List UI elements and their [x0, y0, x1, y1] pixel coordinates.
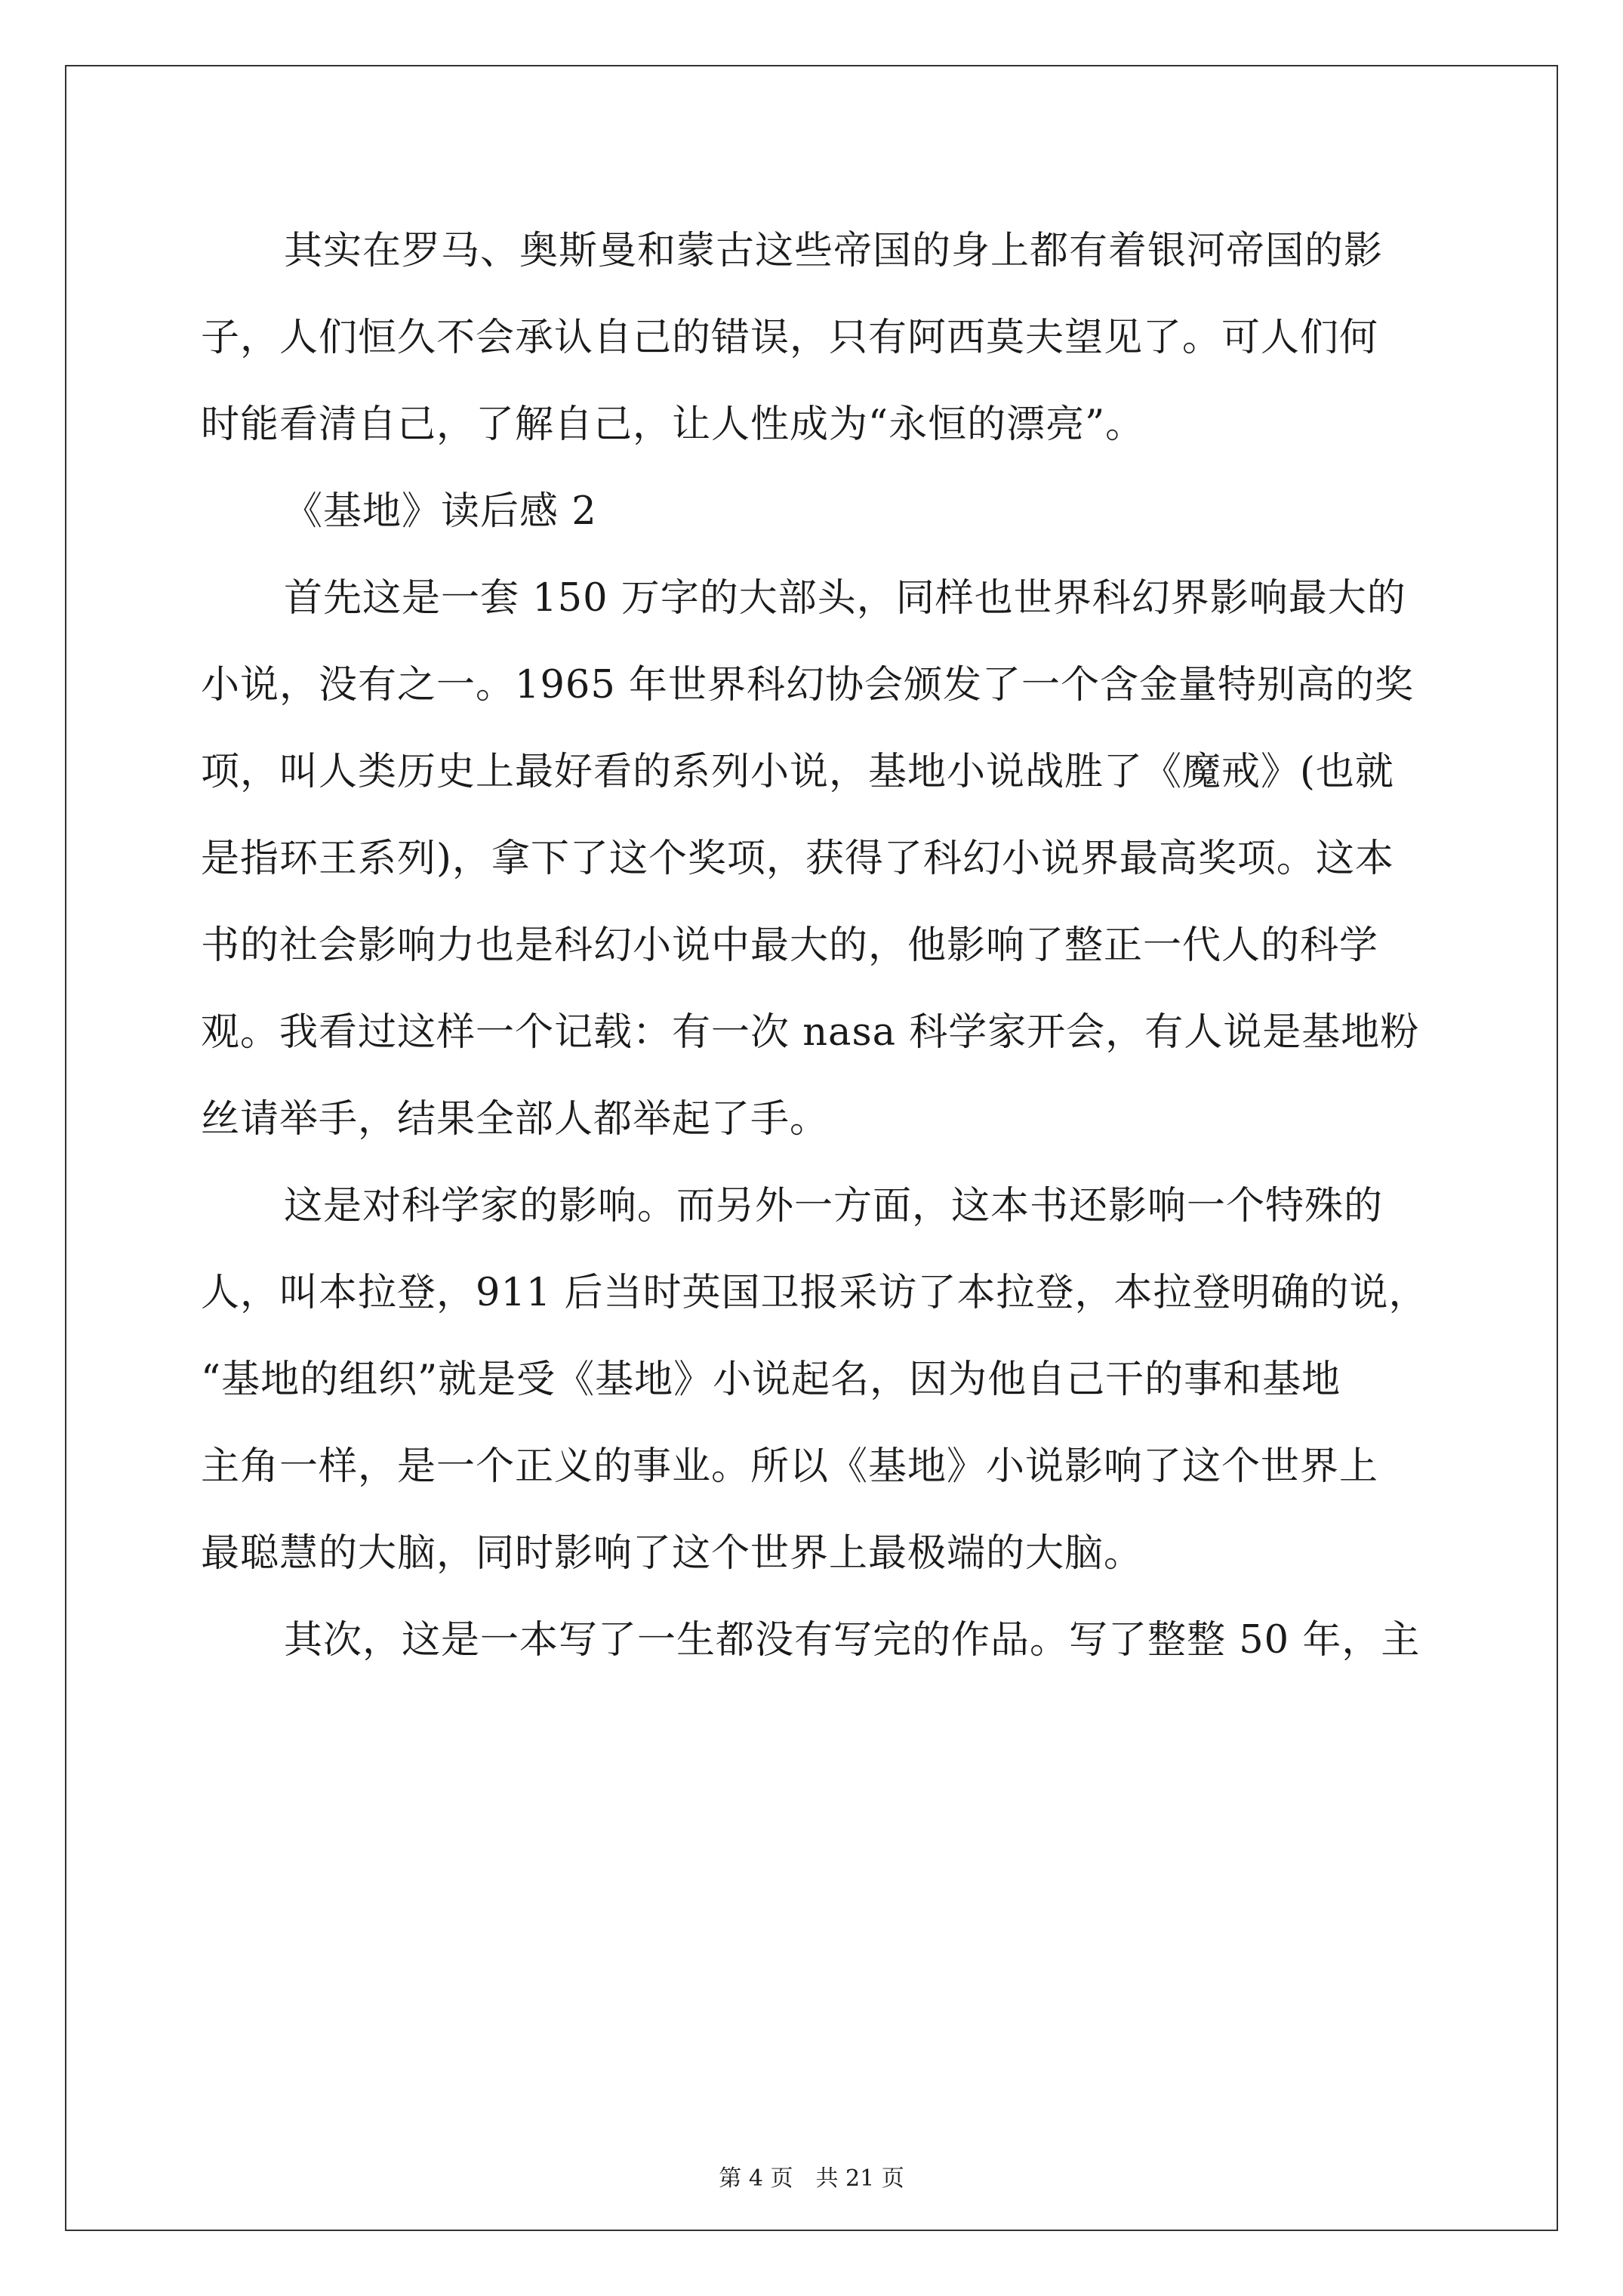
- text-line: 人，叫本拉登，911 后当时英国卫报采访了本拉登，本拉登明确的说，: [201, 1271, 1428, 1315]
- section-heading: 《基地》读后感 2: [284, 489, 597, 534]
- text-line: 这是对科学家的影响。而另外一方面，这本书还影响一个特殊的: [284, 1184, 1384, 1228]
- page-border: [65, 65, 1558, 2231]
- text-line: 观。我看过这样一个记载：有一次 nasa 科学家开会，有人说是基地粉: [201, 1010, 1420, 1055]
- text-line: “基地的组织”就是受《基地》小说起名，因为他自己干的事和基地: [201, 1358, 1341, 1402]
- text-line: 书的社会影响力也是科幻小说中最大的，他影响了整正一代人的科学: [201, 923, 1379, 968]
- text-line: 小说，没有之一。1965 年世界科幻协会颁发了一个含金量特别高的奖: [201, 663, 1415, 707]
- text-line: 其实在罗马、奥斯曼和蒙古这些帝国的身上都有着银河帝国的影: [284, 229, 1384, 273]
- text-line: 其次，这是一本写了一生都没有写完的作品。写了整整 50 年，主: [284, 1618, 1421, 1663]
- text-line: 最聪慧的大脑，同时影响了这个世界上最极端的大脑。: [201, 1531, 1144, 1576]
- text-line: 主角一样，是一个正义的事业。所以《基地》小说影响了这个世界上: [201, 1444, 1379, 1489]
- text-line: 时能看清自己，了解自己，让人性成为“永恒的漂亮”。: [201, 402, 1145, 447]
- page-indicator: 第 4 页 共 21 页: [719, 2165, 904, 2192]
- text-line: 项，叫人类历史上最好看的系列小说，基地小说战胜了《魔戒》(也就: [201, 750, 1394, 794]
- text-line: 子，人们恒久不会承认自己的错误，只有阿西莫夫望见了。可人们何: [201, 316, 1379, 360]
- text-line: 丝请举手，结果全部人都举起了手。: [201, 1097, 830, 1142]
- text-line: 是指环王系列)，拿下了这个奖项，获得了科幻小说界最高奖项。这本: [201, 837, 1394, 881]
- text-line: 首先这是一套 150 万字的大部头，同样也世界科幻界影响最大的: [284, 576, 1406, 621]
